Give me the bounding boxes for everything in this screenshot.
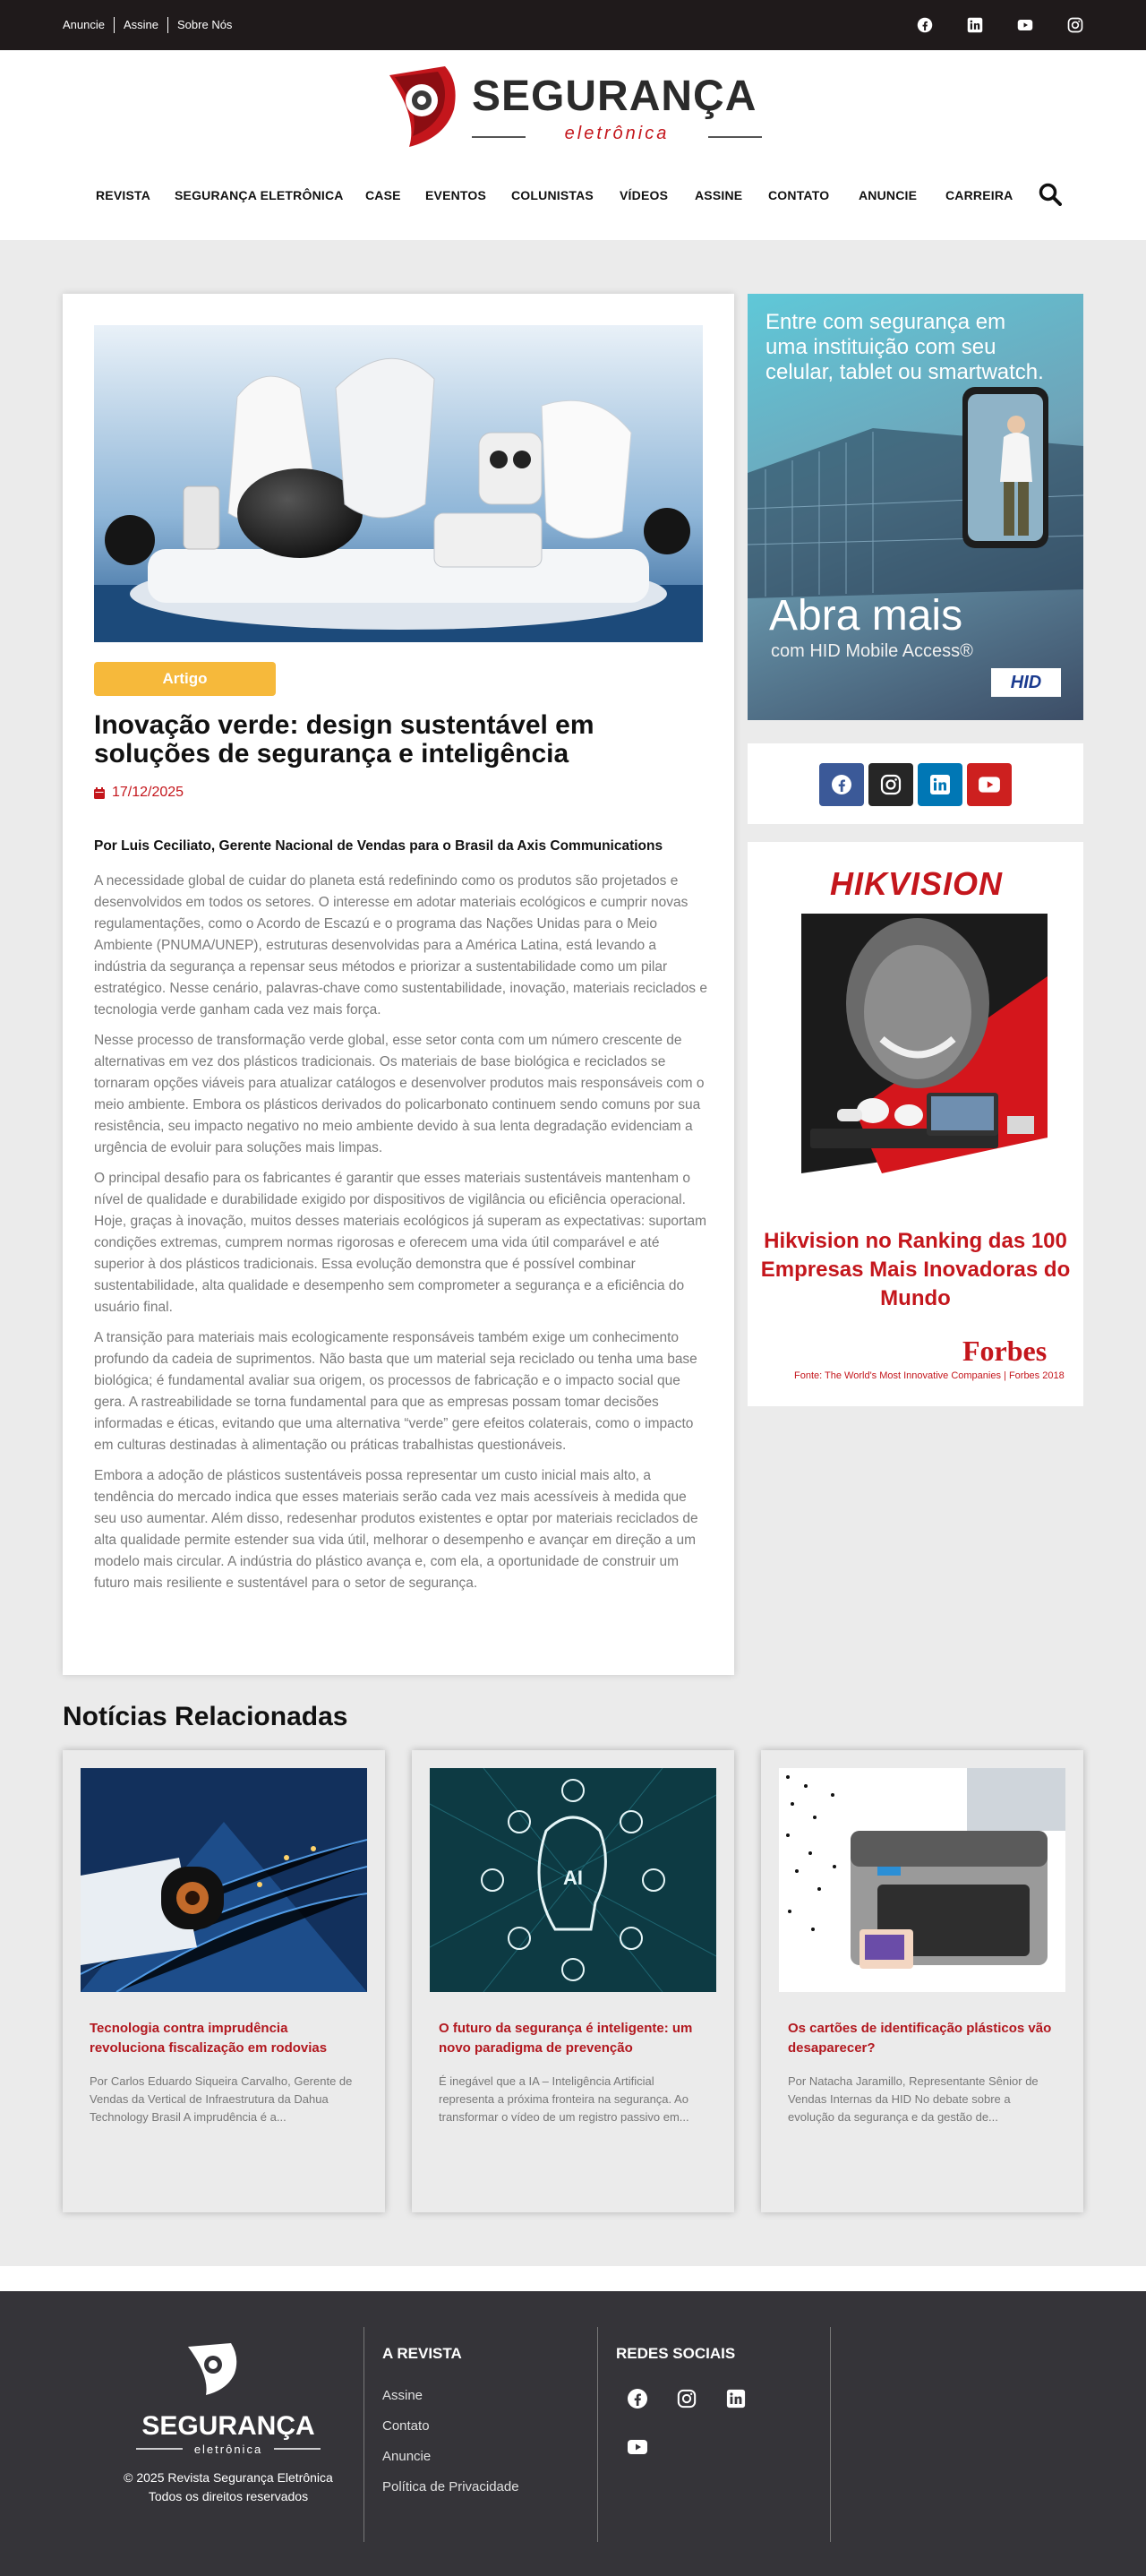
nav-item-case[interactable]: CASE [365,188,401,202]
footer-links [382,2381,519,2503]
article-paragraph: Nesse processo de transformação verde global, esse setor conta com um número crescente de alternativas em vez dos plásticos tradicionais. Os materiais de base biológica e reciclados se tornaram opções viáveis para atualizar catálogos e desenvolver produtos mais responsáveis com o meio ambiente. Embora os plásticos derivados do policarbonato continuem sendo comuns por sua resistência, seu impacto negativo no meio ambiente devido à sua lenta degradação evidenciam a urgência de evoluir para soluções mais limpas. [94,1033,705,1155]
top-bar [0,0,1146,50]
instagram-icon[interactable] [868,763,913,806]
main-nav [0,183,1146,215]
footer-rights-text: Todos os direitos reservados [148,2489,309,2503]
article-hero-image [94,325,703,642]
footer-heading-social: REDES SOCIAIS [616,2345,736,2362]
footer-spacer [0,2266,1146,2291]
article-paragraph: A transição para materiais mais ecologicamente responsáveis também exige um conhecimento profundo da cadeia de suprimentos. Não basta que um material seja reciclado ou tenha uma base biológica; é fundamental avaliar sua origem, os processos de fabricação e o impacto social que gera. A rastreabilidade se torna fundamental para que as empresas possam tomar decisões informadas e éticas, evitando que uma alternativa “verde” gere efeitos colaterais, como o impacto em culturas destinadas à alimentação ou práticas trabalhistas questionáveis. [94,1330,697,1453]
site-footer [0,2291,1146,2576]
logo-subtitle: eletrônica [564,124,670,143]
article-paragraph: O principal desafio para os fabricantes é garantir que esses materiais sustentáveis mantenham o nível de qualidade e durabilidade exigido por dispositivos de vigilância ou eficiência operacional. Hoje, graças à inovação, muitos desses materiais ecológicos já superam as expectativas: suportam condições extremas, cumprem normas rigorosas e oferecem uma vida útil comparável e até superior à dos plásticos tradicionais. Essa evolução demonstra que é possível combinar sustentabilidade, alta qualidade e desempenho sem comprometer a segurança e a eficiência do usuário final. [94,1171,707,1315]
footer-link-contato[interactable]: Contato [382,2418,430,2434]
related-excerpt: Por Carlos Eduardo Siqueira Carvalho, Gerente de Vendas da Vertical de Infraestrutura da Dahua Technology Brasil A imprudência é a... [90,2074,353,2124]
related-excerpt: Por Natacha Jaramillo, Representante Sênior de Vendas Internas da HID No debate sobre a evolução da segurança e da gestão de... [788,2074,1039,2124]
footer-divider [830,2327,831,2542]
footer-logo[interactable] [116,2343,340,2460]
footer-link-anuncie[interactable]: Anuncie [382,2449,432,2464]
ad1-tagline: Entre com segurança em uma instituição com seu celular, tablet ou smartwatch. [765,310,1044,384]
ad1-subline: com HID Mobile Access® [771,641,973,661]
article-author: Por Luis Ceciliato, Gerente Nacional de Vendas para o Brasil da Axis Communications [94,838,663,854]
nav-item-carreira[interactable]: CARREIRA [945,188,1013,202]
calendar-icon [94,787,105,799]
forbes-logo: Forbes [962,1335,1048,1367]
logo-title: SEGURANÇA [472,73,757,120]
top-links [63,0,241,50]
related-heading: Notícias Relacionadas [63,1702,348,1731]
facebook-icon[interactable] [917,17,933,33]
youtube-icon[interactable] [625,2434,650,2460]
linkedin-icon[interactable] [723,2386,748,2411]
linkedin-icon[interactable] [967,17,983,33]
footer-copyright-text: © 2025 Revista Segurança Eletrônica [124,2470,333,2485]
nav-item-eventos[interactable]: EVENTOS [425,188,487,202]
ad2-source: Fonte: The World's Most Innovative Companies | Forbes 2018 [794,1370,1065,1381]
article-title: Inovação verde: design sustentável em soluções de segurança e inteligência [94,710,594,769]
ad2-portrait-graphic [748,905,1083,1227]
related-title[interactable]: Tecnologia contra imprudência revoluciona fiscalização em rodovias [90,2021,328,2056]
nav-item-revista[interactable]: REVISTA [96,188,151,202]
related-image [430,1768,716,1992]
nav-item-videos[interactable]: VÍDEOS [620,188,669,202]
ad1-headline: Abra mais [769,592,963,640]
footer-heading-revista: A REVISTA [382,2345,462,2362]
instagram-icon[interactable] [674,2386,699,2411]
article-body [94,871,707,1603]
hid-logo: HID [991,668,1061,697]
sidebar-social-box [748,743,1083,824]
related-excerpt: É inegável que a IA – Inteligência Artificial representa a próxima fronteira na segurança. Ao transformar o vídeo de um registro passivo em... [439,2074,689,2124]
related-image [81,1768,367,1992]
ad2-headline: Hikvision no Ranking das 100 Empresas Mais Inovadoras do Mundo [760,1229,1071,1310]
article-paragraph: A necessidade global de cuidar do planeta está redefinindo como os produtos são projetados e desenvolvidos em todos os setores. O interesse em adotar materiais ecológicos e cumprir novas regulamentações, como o Acordo de Escazú e o programa das Nações Unidas para o Meio Ambiente (PNUMA/UNEP), estruturas desenvolvidas para a América Latina, está levando a indústria da segurança a repensar seus métodos e priorizar a sustentabilidade como um pilar estratégico. Nesse cenário, palavras-chave como sustentabilidade, inovação, materiais reciclados e tecnologia verde ganham cada vez mais força. [94,873,707,1018]
footer-divider [363,2327,364,2542]
article-date [94,785,184,801]
footer-logo-subtitle: eletrônica [193,2443,263,2456]
nav-item-colunistas[interactable]: COLUNISTAS [511,188,594,202]
facebook-icon[interactable] [819,763,864,806]
instagram-icon[interactable] [1067,17,1083,33]
facebook-icon[interactable] [625,2386,650,2411]
site-logo[interactable] [382,64,764,150]
logo-line-right [708,136,762,138]
footer-link-privacidade[interactable]: Política de Privacidade [382,2479,519,2494]
top-social [917,0,1083,50]
site-header [0,50,1146,240]
hikvision-ad-banner[interactable] [748,842,1083,1406]
nav-item-seguranca-eletronica[interactable]: SEGURANÇA ELETRÔNICA [175,188,344,202]
youtube-icon[interactable] [967,763,1012,806]
nav-item-assine[interactable]: ASSINE [695,188,743,202]
top-link-sobre[interactable]: Sobre Nós [167,17,241,33]
footer-logo-title: SEGURANÇA [141,2411,315,2441]
hikvision-logo: HIKVISION [830,865,1004,902]
nav-item-contato[interactable]: CONTATO [768,188,830,202]
related-card[interactable] [63,1750,385,2212]
article-card [63,294,734,1675]
related-card[interactable] [761,1750,1083,2212]
related-title[interactable]: O futuro da segurança é inteligente: um novo paradigma de prevenção [439,2021,693,2056]
youtube-icon[interactable] [1017,17,1033,33]
footer-copyright [90,2469,367,2506]
article-date-text: 17/12/2025 [112,785,184,800]
top-link-assine[interactable]: Assine [114,17,167,33]
article-paragraph: Embora a adoção de plásticos sustentáveis possa representar um custo inicial mais alto, a tendência do mercado indica que esses materiais serão cada vez mais acessíveis à medida que seu uso aumentar. Além disso, redesenhar produtos existentes e optar por materiais reciclados de alta qualidade permite estender sua vida útil, melhorar o desempenho e avançar em direção a um modelo mais circular. A indústria do plástico avança e, com ela, a oportunidade de construir um futuro mais resiliente e sustentável para o setor de segurança. [94,1468,698,1591]
nav-item-anuncie[interactable]: ANUNCIE [859,188,918,202]
top-link-anuncie[interactable]: Anuncie [63,18,105,31]
related-image [779,1768,1065,1992]
related-card[interactable] [412,1750,734,2212]
category-badge[interactable]: Artigo [94,662,276,696]
footer-divider [597,2327,598,2542]
search-icon[interactable] [1039,183,1064,208]
hid-ad-banner[interactable] [748,294,1083,720]
linkedin-icon[interactable] [918,763,962,806]
svg-text:AI: AI [563,1867,583,1889]
footer-link-assine[interactable]: Assine [382,2388,423,2403]
logo-mark-icon [382,64,463,150]
related-title[interactable]: Os cartões de identificação plásticos vão desaparecer? [788,2021,1052,2056]
